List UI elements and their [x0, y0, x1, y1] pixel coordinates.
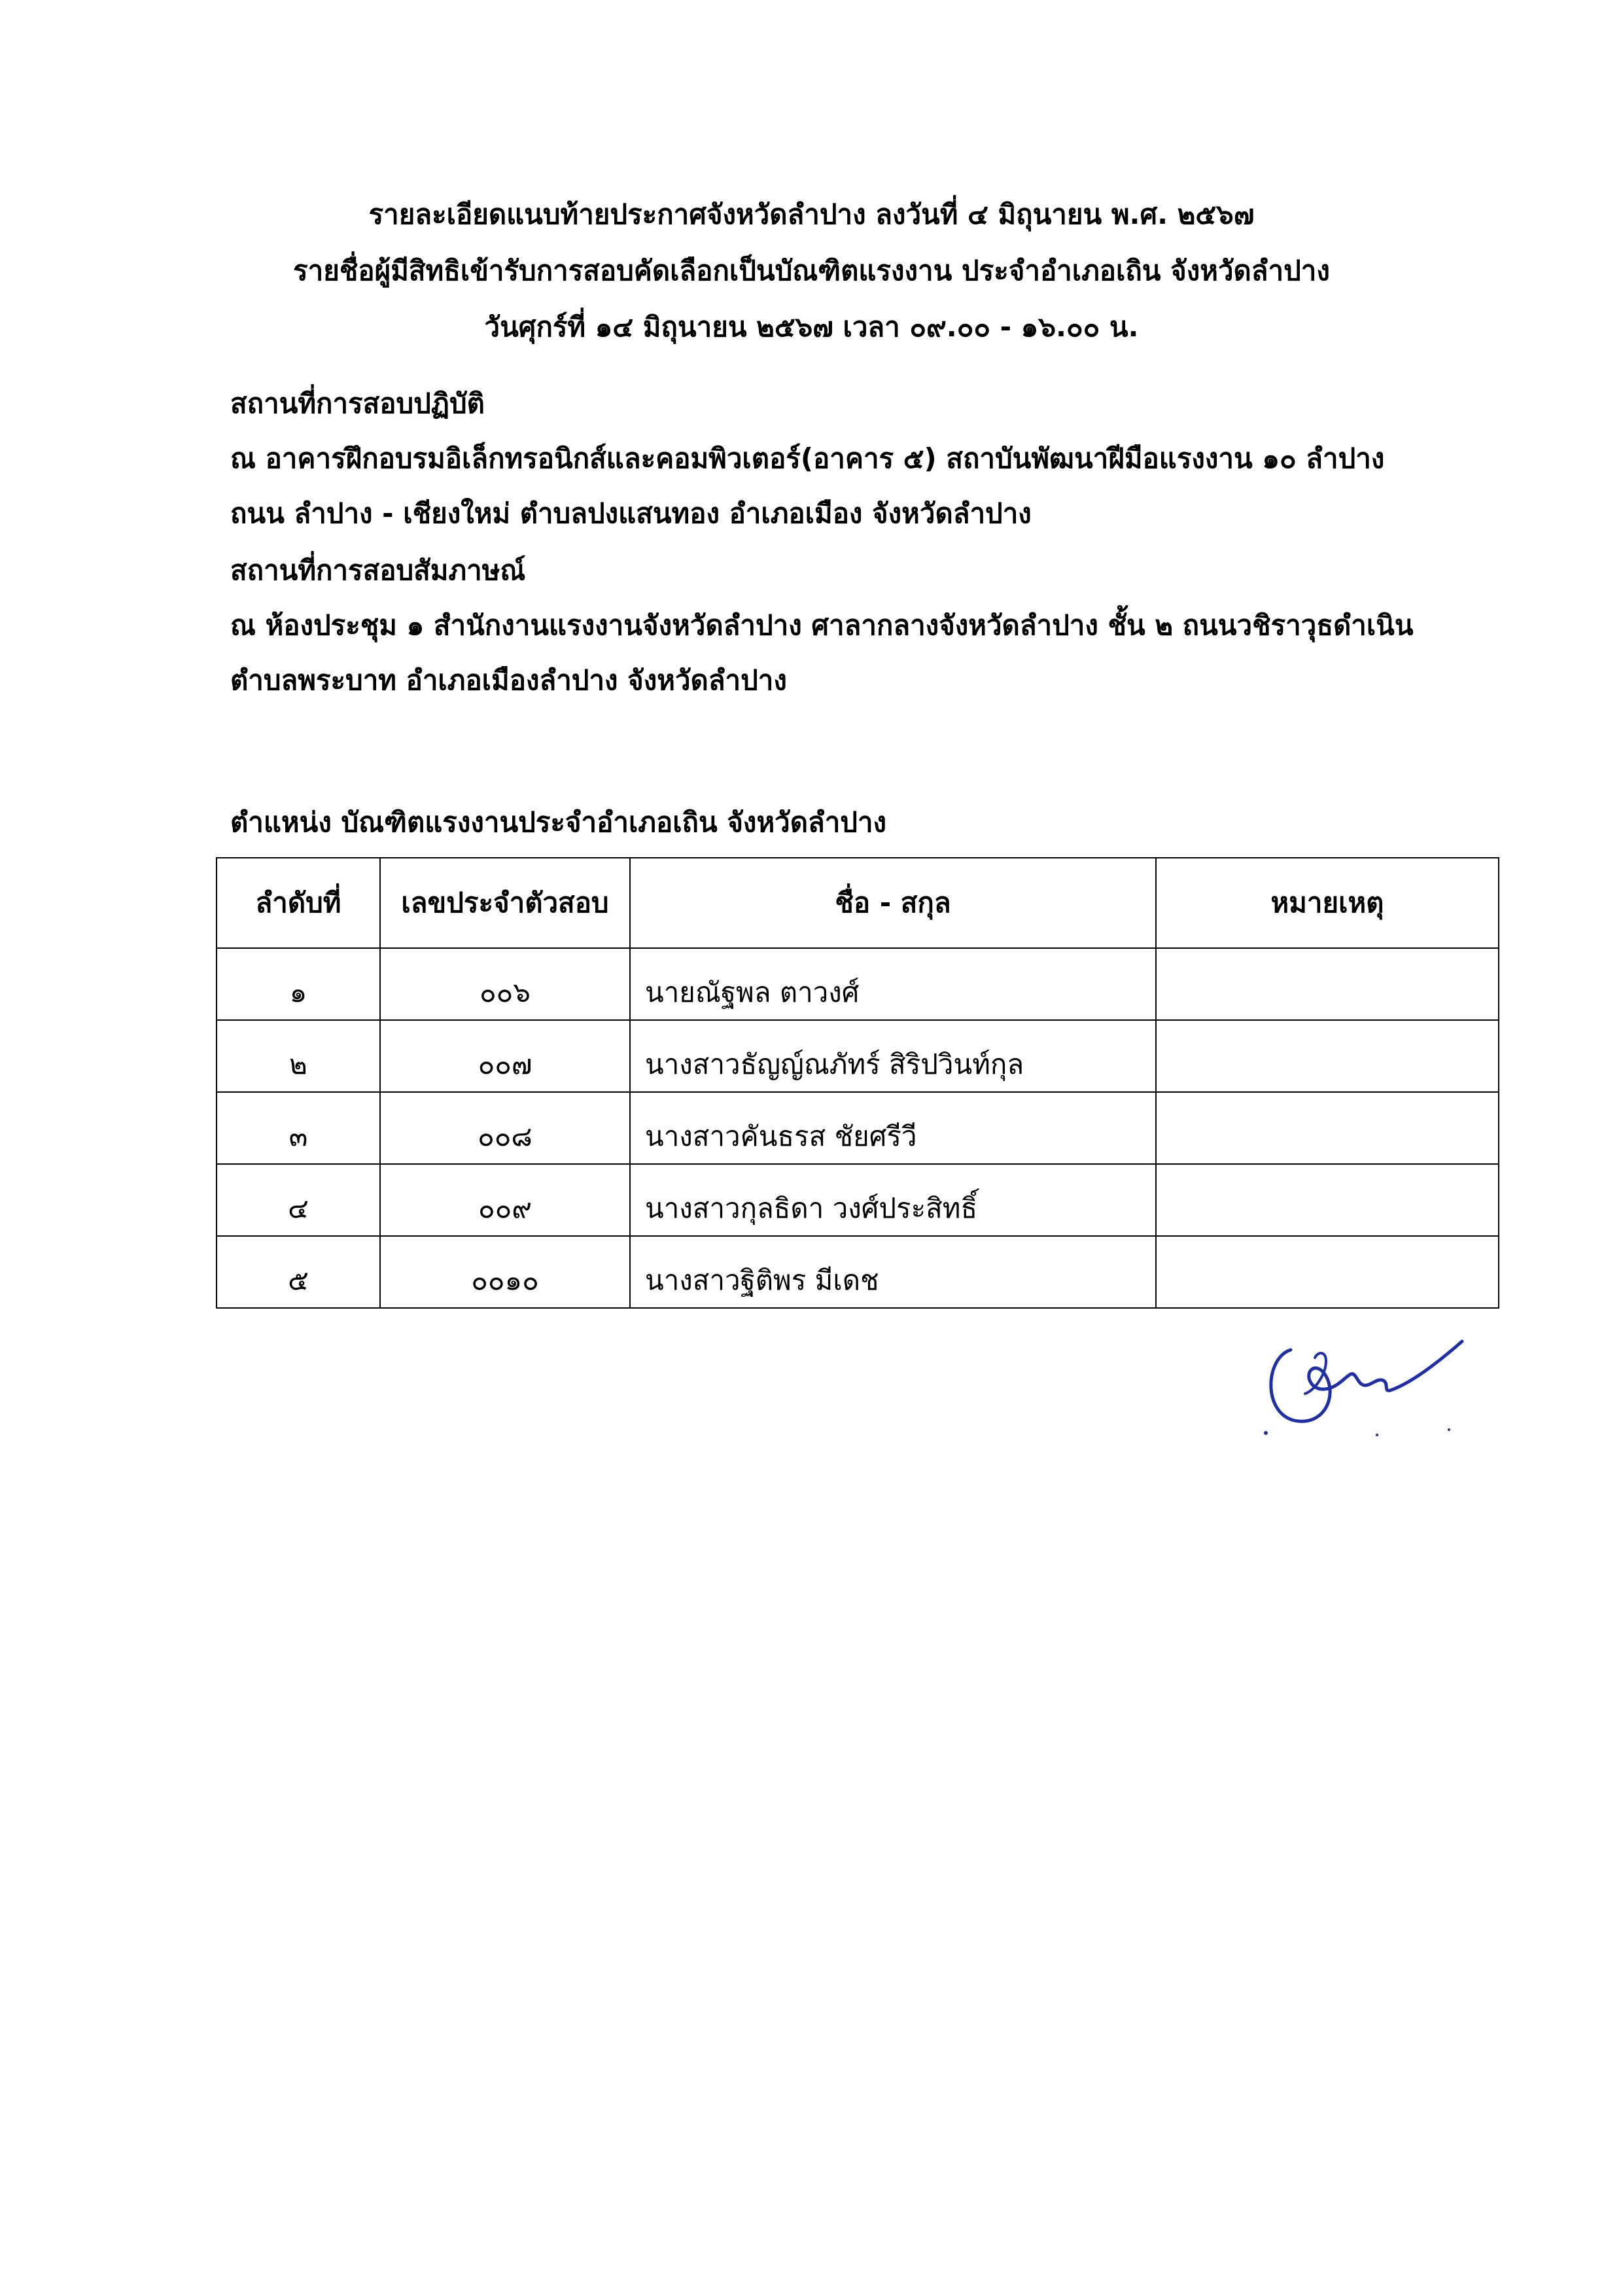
practical-exam-line-2: ถนน ลำปาง - เชียงใหม่ ตำบลปงแสนทอง อำเภอเมือง จังหวัดลำปาง [230, 497, 1032, 529]
header-line-2: รายชื่อผู้มีสิทธิเข้ารับการสอบคัดเลือกเป็นบัณฑิตแรงงาน ประจำอำเภอเถิน จังหวัดลำปาง [293, 255, 1330, 287]
table-row [217, 1164, 1499, 1236]
signature-stroke [1271, 1341, 1462, 1421]
cell-order: ๕ [217, 1236, 380, 1308]
cell-exam-id: ๐๐๑๐ [380, 1236, 630, 1308]
interview-location [230, 543, 1473, 708]
table-row [217, 1020, 1499, 1092]
candidate-table [216, 857, 1499, 1309]
cell-note [1156, 1164, 1499, 1236]
column-header-note: หมายเหตุ [1156, 858, 1499, 948]
interview-line-2: ตำบลพระบาท อำเภอเมืองลำปาง จังหวัดลำปาง [230, 664, 787, 696]
cell-name: นางสาวฐิติพร มีเดช [630, 1236, 1156, 1308]
cell-name: นายณัฐพล ตาวงศ์ [630, 948, 1156, 1020]
table-row [217, 1092, 1499, 1164]
table-row [217, 948, 1499, 1020]
signature-dot [1264, 1431, 1268, 1435]
cell-name: นางสาวกุลธิดา วงศ์ประสิทธิ์ [630, 1164, 1156, 1236]
table-row [217, 1236, 1499, 1308]
column-header-exam-id: เลขประจำตัวสอบ [380, 858, 630, 948]
cell-exam-id: ๐๐๗ [380, 1020, 630, 1092]
cell-note [1156, 948, 1499, 1020]
cell-name: นางสาวคันธรส ชัยศรีวี [630, 1092, 1156, 1164]
cell-exam-id: ๐๐๖ [380, 948, 630, 1020]
cell-exam-id: ๐๐๘ [380, 1092, 630, 1164]
cell-order: ๑ [217, 948, 380, 1020]
cell-order: ๒ [217, 1020, 380, 1092]
document-header [0, 186, 1623, 355]
signature-image [1253, 1312, 1475, 1443]
signature-dot [1448, 1428, 1450, 1431]
header-line-3: วันศุกร์ที่ ๑๔ มิถุนายน ๒๕๖๗ เวลา ๐๙.๐๐ - ๑๖.๐๐ น. [484, 311, 1139, 343]
column-header-name: ชื่อ - สกุล [630, 858, 1156, 948]
header-line-1: รายละเอียดแนบท้ายประกาศจังหวัดลำปาง ลงวันที่ ๔ มิถุนายน พ.ศ. ๒๕๖๗ [368, 198, 1255, 230]
table-header-row [217, 858, 1499, 948]
column-header-order: ลำดับที่ [217, 858, 380, 948]
position-title: ตำแหน่ง บัณฑิตแรงงานประจำอำเภอเถิน จังหวัดลำปาง [230, 806, 887, 838]
cell-exam-id: ๐๐๙ [380, 1164, 630, 1236]
cell-note [1156, 1236, 1499, 1308]
cell-note [1156, 1092, 1499, 1164]
interview-heading: สถานที่การสอบสัมภาษณ์ [230, 554, 526, 586]
interview-line-1: ณ ห้องประชุม ๑ สำนักงานแรงงานจังหวัดลำปาง ศาลากลางจังหวัดลำปาง ชั้น ๒ ถนนวชิราวุธดำเนิน [230, 609, 1414, 641]
cell-order: ๔ [217, 1164, 380, 1236]
practical-exam-heading: สถานที่การสอบปฏิบัติ [230, 387, 485, 419]
cell-order: ๓ [217, 1092, 380, 1164]
cell-name: นางสาวธัญญ์ณภัทร์ สิริปวินท์กุล [630, 1020, 1156, 1092]
cell-note [1156, 1020, 1499, 1092]
practical-exam-location [230, 376, 1473, 541]
signature-dot [1376, 1434, 1378, 1436]
practical-exam-line-1: ณ อาคารฝึกอบรมอิเล็กทรอนิกส์และคอมพิวเตอร์(อาคาร ๕) สถาบันพัฒนาฝีมือแรงงาน ๑๐ ลำปาง [230, 442, 1385, 474]
